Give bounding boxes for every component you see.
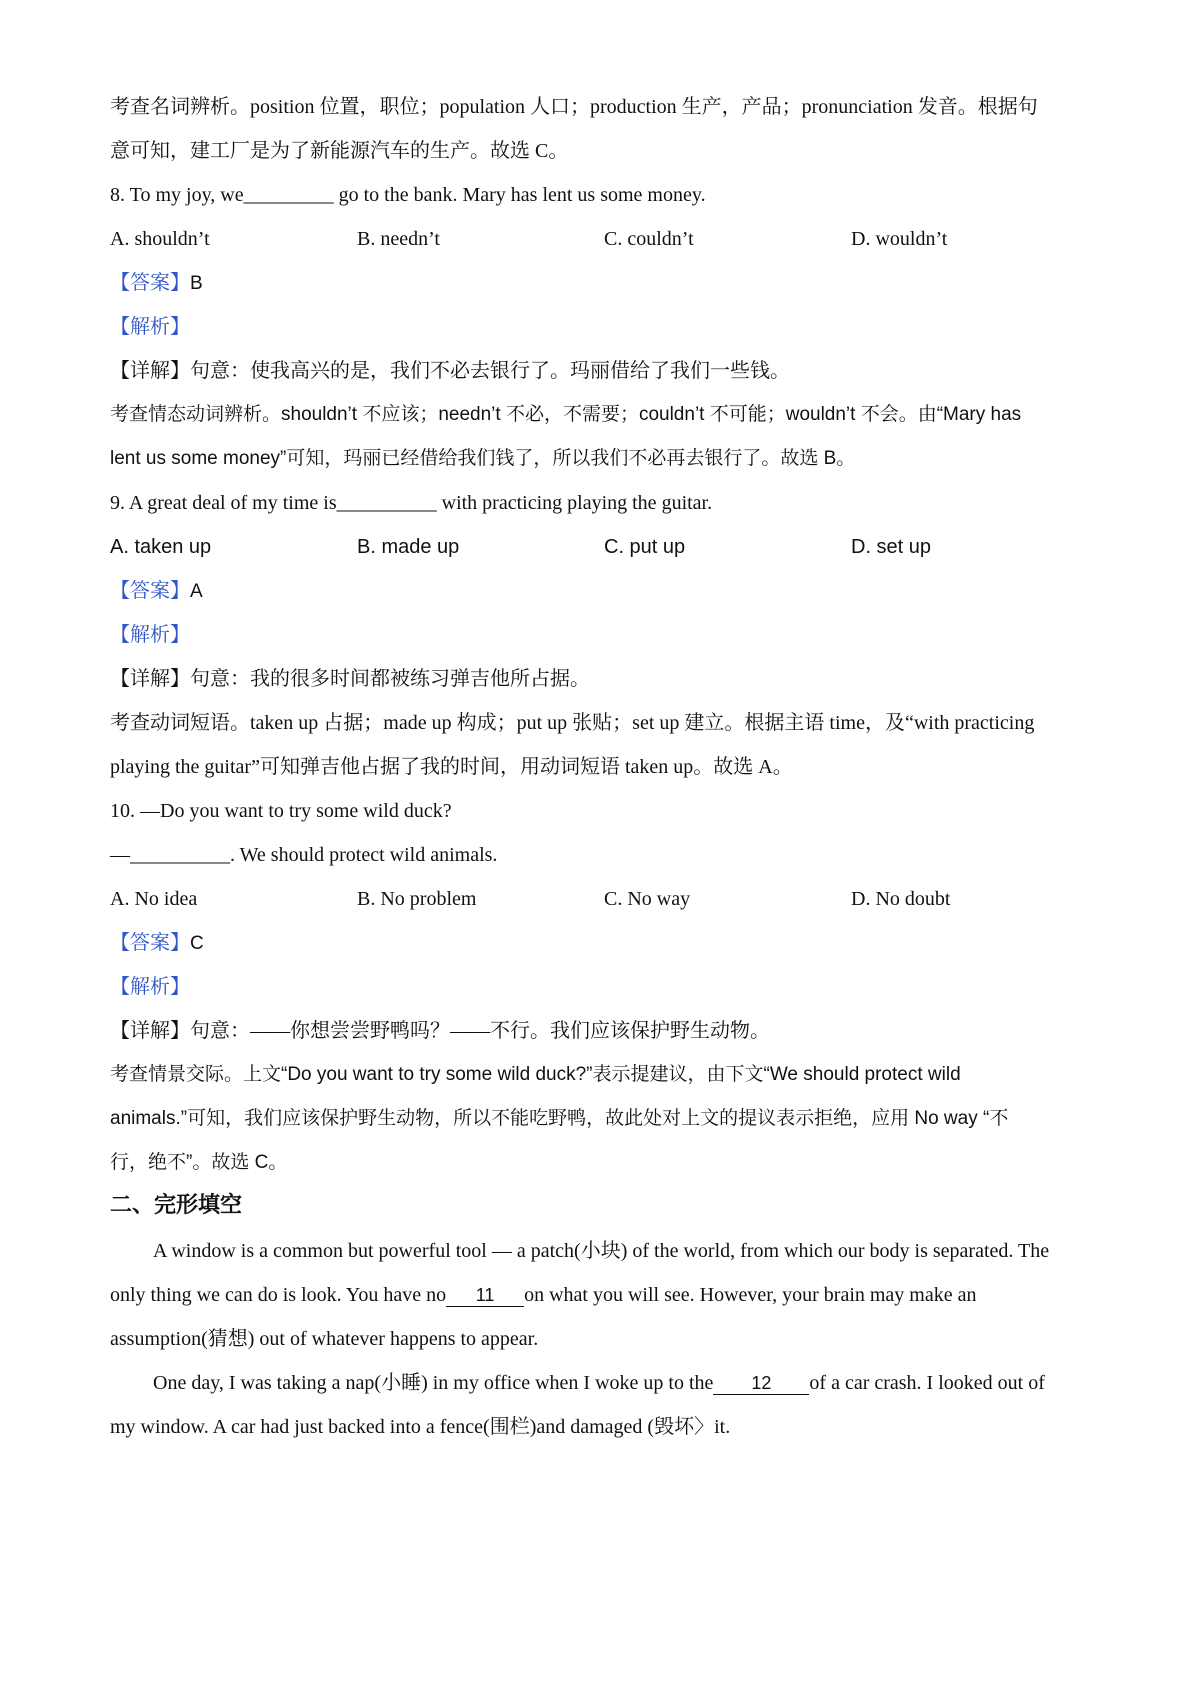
answer-tag: 【答案】 [110, 272, 190, 294]
q9-explanation-line-1: 考查动词短语。taken up 占据；made up 构成；put up 张贴；set up 建立。根据主语 time，及“with practicing [110, 712, 1035, 734]
answer-value: C [190, 933, 204, 954]
q8-option-b: B. needn’t [357, 228, 440, 250]
q8-answer [110, 269, 1105, 298]
answer-value: A [190, 581, 203, 602]
q10-explanation-line-2: animals.”可知，我们应该保护野生动物，所以不能吃野鸭，故此处对上文的提议表示拒绝，应用 No way “不 [110, 1108, 1009, 1129]
q9-detail: 【详解】句意：我的很多时间都被练习弹吉他所占据。 [110, 668, 590, 690]
blank-12[interactable]: 12 [713, 1372, 809, 1395]
intro-line-1: 考查名词辨析。position 位置，职位；population 人口；production 生产，产品；pronunciation 发音。根据句 [110, 96, 1038, 118]
section-heading: 二、完形填空 [110, 1193, 243, 1218]
blank-11[interactable]: 11 [446, 1284, 524, 1307]
q10-answer [110, 929, 1105, 958]
q10-option-a: A. No idea [110, 888, 198, 910]
q8-stem: 8. To my joy, we_________ go to the bank. Mary has lent us some money. [110, 184, 706, 206]
q8-explanation-line-2: lent us some money”可知，玛丽已经借给我们钱了，所以我们不必再去银行了。故选 B。 [110, 448, 856, 469]
passage-p1-line-1: A window is a common but powerful tool — a patch(小块) of the world, from which our body is separated. The [153, 1240, 1050, 1262]
q9-analysis-tag: 【解析】 [110, 624, 190, 646]
q8-option-d: D. wouldn’t [851, 228, 948, 250]
q8-option-a: A. shouldn’t [110, 228, 210, 250]
q9-option-a: A. taken up [110, 536, 212, 558]
q8-explanation-line-1: 考查情态动词辨析。shouldn’t 不应该；needn’t 不必，不需要；couldn’t 不可能；wouldn’t 不会。由“Mary has [110, 404, 1022, 425]
q9-option-b: B. made up [357, 536, 460, 558]
answer-tag: 【答案】 [110, 932, 190, 954]
passage-p1-line-2: only thing we can do is look. You have no 11 on what you will see. However, your brain may make an [110, 1284, 977, 1306]
q10-option-b: B. No problem [357, 888, 477, 910]
q9-explanation-line-2: playing the guitar”可知弹吉他占据了我的时间，用动词短语 taken up。故选 A。 [110, 756, 793, 778]
answer-value: B [190, 273, 203, 294]
q8-analysis-tag: 【解析】 [110, 316, 190, 338]
q9-answer [110, 577, 1105, 606]
passage-p2-line-2: my window. A car had just backed into a fence(围栏)and damaged (毁坏〉it. [110, 1416, 731, 1438]
q8-detail: 【详解】句意：使我高兴的是，我们不必去银行了。玛丽借给了我们一些钱。 [110, 360, 790, 382]
q10-reply: —__________. We should protect wild animals. [110, 844, 498, 866]
q10-option-d: D. No doubt [851, 888, 951, 910]
passage-p2-line-1: One day, I was taking a nap(小睡) in my office when I woke up to the 12 of a car crash. I looked out of [153, 1372, 1045, 1394]
q10-detail: 【详解】句意：——你想尝尝野鸭吗？——不行。我们应该保护野生动物。 [110, 1020, 770, 1042]
passage-p1-line-3: assumption(猜想) out of whatever happens to appear. [110, 1328, 539, 1350]
q10-explanation-line-1: 考查情景交际。上文“Do you want to try some wild duck?”表示提建议，由下文“We should protect wild [110, 1064, 961, 1085]
q8-option-c: C. couldn’t [604, 228, 694, 250]
q10-analysis-tag: 【解析】 [110, 976, 190, 998]
q9-option-c: C. put up [604, 536, 686, 558]
answer-tag: 【答案】 [110, 580, 190, 602]
q10-option-c: C. No way [604, 888, 691, 910]
q10-explanation-line-3: 行，绝不”。故选 C。 [110, 1152, 288, 1173]
intro-line-2: 意可知，建工厂是为了新能源汽车的生产。故选 C。 [110, 140, 569, 162]
q10-stem: 10. —Do you want to try some wild duck? [110, 800, 452, 822]
q9-option-d: D. set up [851, 536, 932, 558]
q9-stem: 9. A great deal of my time is__________ with practicing playing the guitar. [110, 492, 713, 514]
